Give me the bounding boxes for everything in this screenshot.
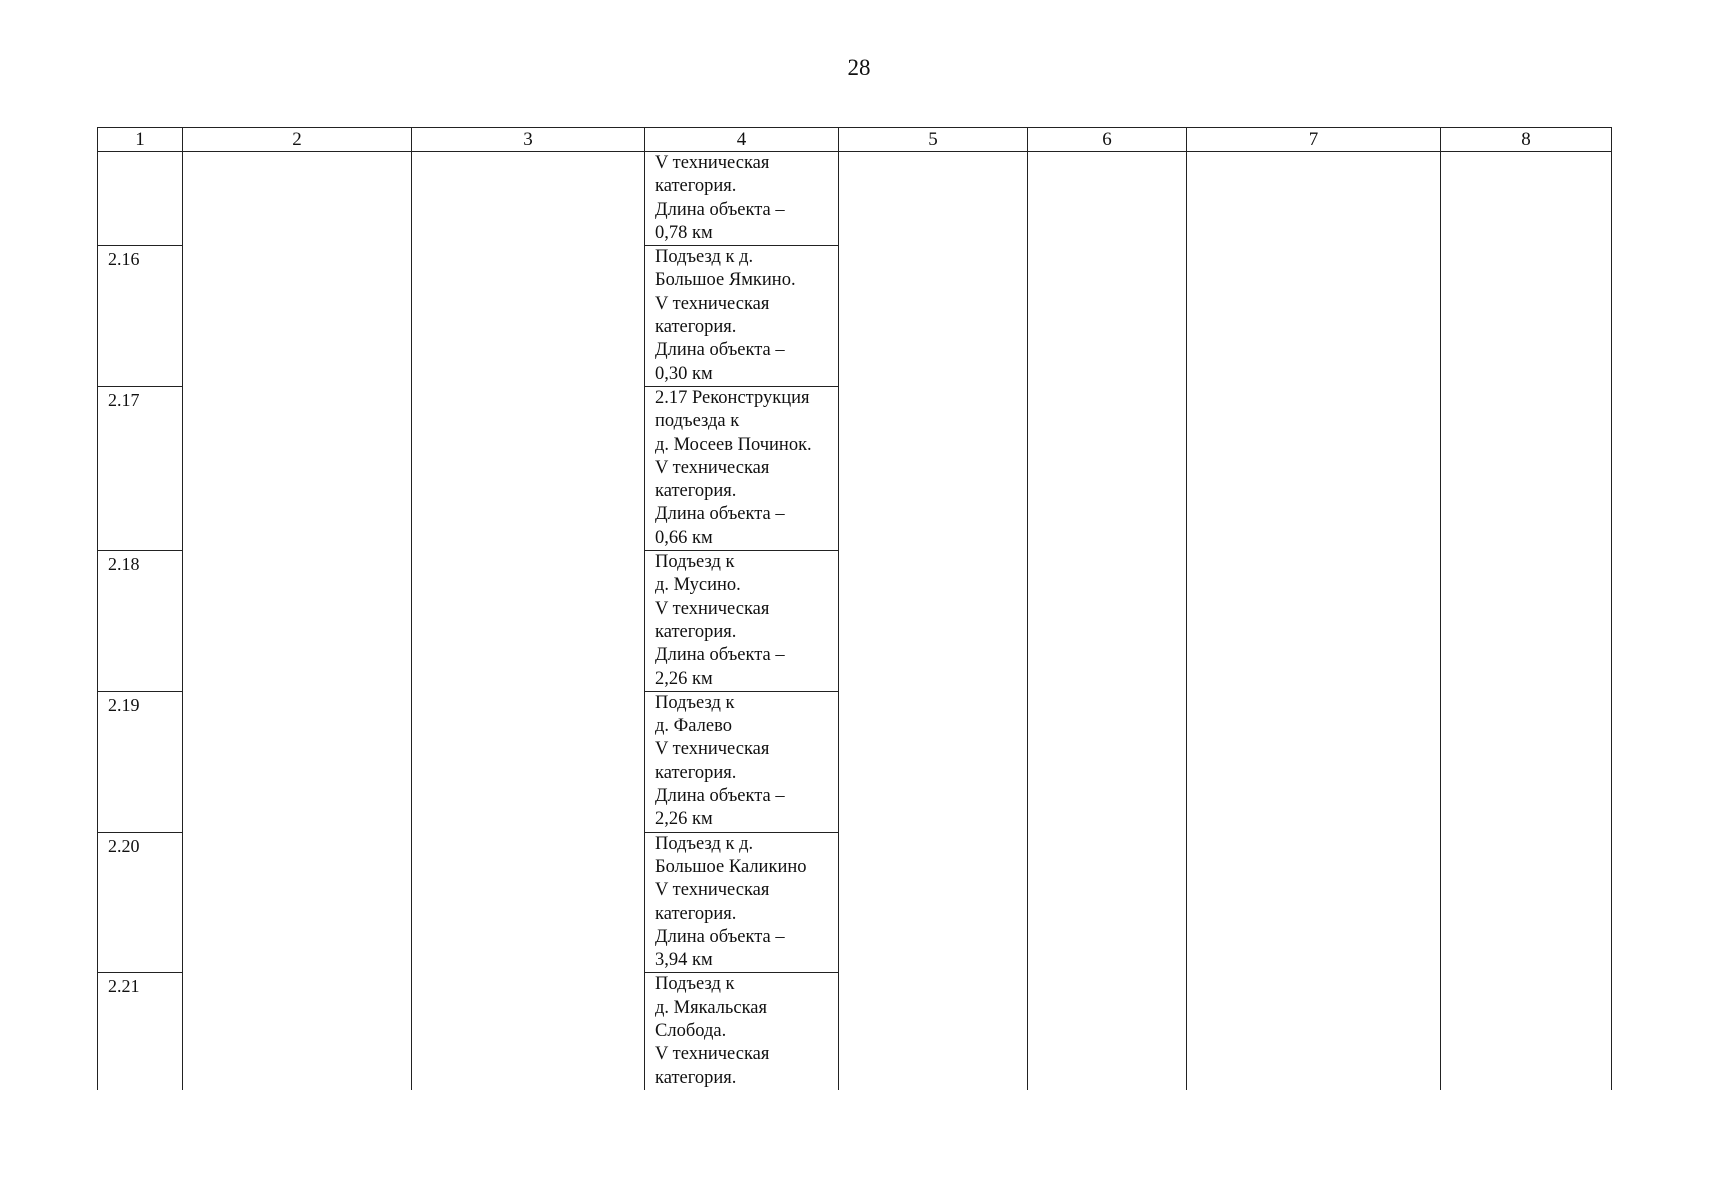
description-line: 3,94 км <box>655 950 713 971</box>
empty-cell <box>1028 246 1187 387</box>
description-cell <box>645 832 839 973</box>
empty-cell <box>1441 386 1612 550</box>
description-line: Подъезд к д. <box>655 247 754 268</box>
empty-cell <box>1441 973 1612 1090</box>
empty-cell <box>412 832 645 973</box>
description-line: д. Мосеев Починок. <box>655 434 812 455</box>
empty-cell <box>1028 691 1187 832</box>
empty-cell <box>1441 152 1612 246</box>
description-cell <box>645 691 839 832</box>
empty-cell <box>183 973 412 1090</box>
empty-cell <box>1187 691 1441 832</box>
empty-cell <box>1187 152 1441 246</box>
empty-cell <box>183 246 412 387</box>
empty-cell <box>1187 832 1441 973</box>
table-row <box>98 973 1612 1090</box>
description-line: категория. <box>655 176 737 197</box>
description-line: Длина объекта – <box>655 340 785 361</box>
description-line: Длина объекта – <box>655 786 785 807</box>
empty-cell <box>1187 973 1441 1090</box>
description-line: Подъезд к <box>655 974 735 995</box>
header-cell: 1 <box>98 128 183 152</box>
description-line: Длина объекта – <box>655 199 785 220</box>
empty-cell <box>839 832 1028 973</box>
description-cell <box>645 246 839 387</box>
empty-cell <box>1028 973 1187 1090</box>
description-line: Длина объекта – <box>655 926 785 947</box>
description-line: категория. <box>655 481 737 502</box>
description-cell <box>645 386 839 550</box>
empty-cell <box>1441 832 1612 973</box>
header-row <box>98 128 1612 152</box>
empty-cell <box>183 691 412 832</box>
description-line: 0,30 км <box>655 363 713 384</box>
table-row <box>98 832 1612 973</box>
description-line: Подъезд к д. <box>655 833 754 854</box>
row-number-cell: 2.18 <box>98 551 183 692</box>
table-row <box>98 551 1612 692</box>
table-row <box>98 152 1612 246</box>
empty-cell <box>1187 386 1441 550</box>
description-line: Большое Каликино <box>655 856 807 877</box>
empty-cell <box>1187 246 1441 387</box>
description-line: Длина объекта – <box>655 645 785 666</box>
description-cell <box>645 973 839 1090</box>
document-sheet <box>97 127 1611 1088</box>
description-line: Большое Ямкино. <box>655 270 796 291</box>
description-line: категория. <box>655 762 737 783</box>
empty-cell <box>839 691 1028 832</box>
description-line: 0,78 км <box>655 222 713 243</box>
description-line: д. Мякальская <box>655 997 768 1018</box>
header-cell: 4 <box>645 128 839 152</box>
header-cell: 8 <box>1441 128 1612 152</box>
row-number-cell <box>98 152 183 246</box>
description-line: категория. <box>655 1067 737 1088</box>
description-line: 2,26 км <box>655 809 713 830</box>
description-line: категория. <box>655 621 737 642</box>
empty-cell <box>183 832 412 973</box>
empty-cell <box>839 386 1028 550</box>
empty-cell <box>839 246 1028 387</box>
empty-cell <box>1441 246 1612 387</box>
row-number-cell: 2.20 <box>98 832 183 973</box>
empty-cell <box>1028 551 1187 692</box>
description-line: категория. <box>655 317 737 338</box>
header-cell: 2 <box>183 128 412 152</box>
description-line: V техническая <box>655 293 770 314</box>
empty-cell <box>1441 551 1612 692</box>
description-line: V техническая <box>655 598 770 619</box>
header-cell: 7 <box>1187 128 1441 152</box>
empty-cell <box>1441 691 1612 832</box>
row-number-cell: 2.21 <box>98 973 183 1090</box>
row-number-cell: 2.16 <box>98 246 183 387</box>
description-line: V техническая <box>655 457 770 478</box>
empty-cell <box>412 551 645 692</box>
description-line: V техническая <box>655 880 770 901</box>
row-number-cell: 2.17 <box>98 386 183 550</box>
empty-cell <box>1187 551 1441 692</box>
empty-cell <box>183 551 412 692</box>
description-line: д. Мусино. <box>655 575 741 596</box>
table-row <box>98 386 1612 550</box>
empty-cell <box>412 973 645 1090</box>
table-row <box>98 691 1612 832</box>
empty-cell <box>1028 152 1187 246</box>
data-table <box>97 127 1612 1090</box>
description-line: V техническая <box>655 1044 770 1065</box>
empty-cell <box>1028 832 1187 973</box>
description-line: д. Фалево <box>655 716 732 737</box>
description-line: V техническая <box>655 739 770 760</box>
empty-cell <box>839 973 1028 1090</box>
table-body <box>98 152 1612 1090</box>
header-cell: 3 <box>412 128 645 152</box>
empty-cell <box>1028 386 1187 550</box>
description-line: 0,66 км <box>655 527 713 548</box>
empty-cell <box>412 152 645 246</box>
description-line: Длина объекта – <box>655 504 785 525</box>
empty-cell <box>839 152 1028 246</box>
empty-cell <box>183 386 412 550</box>
table-row <box>98 246 1612 387</box>
description-line: подъезда к <box>655 411 740 432</box>
empty-cell <box>412 691 645 832</box>
description-line: V техническая <box>655 153 770 173</box>
description-line: категория. <box>655 903 737 924</box>
description-cell <box>645 152 839 246</box>
row-number-cell: 2.19 <box>98 691 183 832</box>
empty-cell <box>412 246 645 387</box>
empty-cell <box>183 152 412 246</box>
description-line: 2.17 Реконструкция <box>655 387 810 408</box>
description-line: Подъезд к <box>655 692 735 713</box>
description-line: Слобода. <box>655 1020 727 1041</box>
header-cell: 6 <box>1028 128 1187 152</box>
header-cell: 5 <box>839 128 1028 152</box>
description-line: Подъезд к <box>655 552 735 573</box>
description-line: 2,26 км <box>655 668 713 689</box>
page-number: 28 <box>847 55 871 80</box>
empty-cell <box>412 386 645 550</box>
empty-cell <box>839 551 1028 692</box>
description-cell <box>645 551 839 692</box>
